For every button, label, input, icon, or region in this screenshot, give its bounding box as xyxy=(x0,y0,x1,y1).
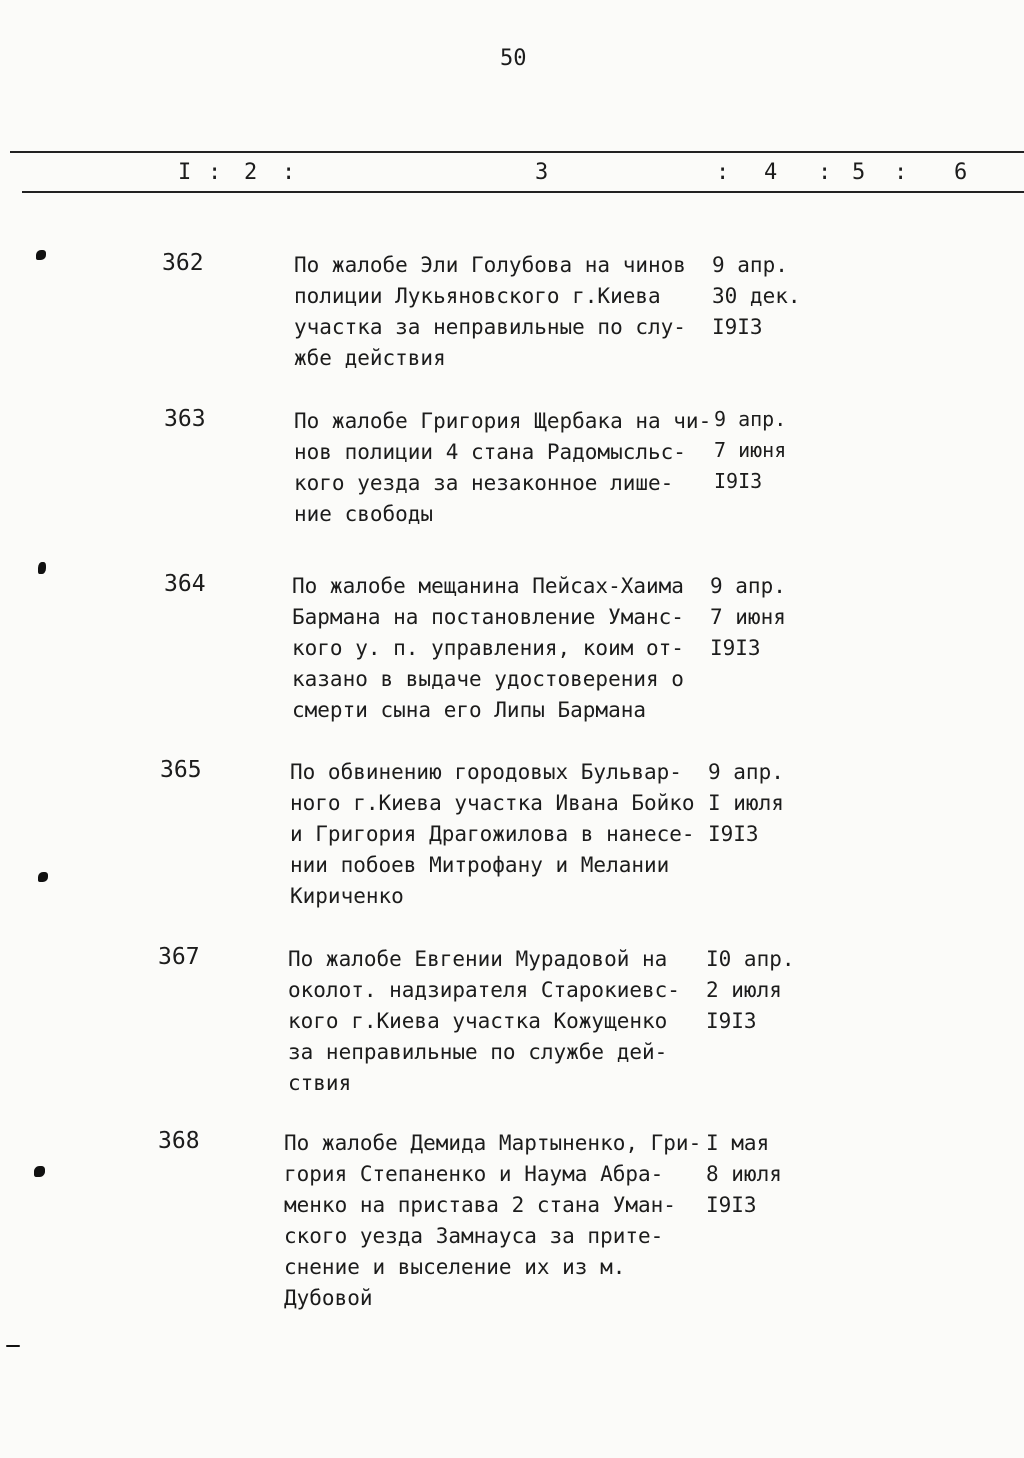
header-col-4: 4 xyxy=(764,160,778,185)
date-year: I9I3 xyxy=(708,822,759,846)
date-end: 8 июля xyxy=(706,1162,782,1186)
date-start: I0 апр. xyxy=(706,947,795,971)
binding-hole-mark xyxy=(36,250,46,260)
description-line: По жалобе Демида Мартыненко, Гри- xyxy=(284,1131,702,1155)
description-line: снение и выселение их из м. xyxy=(284,1255,626,1279)
date-year: I9I3 xyxy=(712,315,763,339)
entry-number: 365 xyxy=(160,757,202,783)
entry-dates xyxy=(708,757,784,850)
header-col-6: 6 xyxy=(954,160,968,185)
description-line: участка за неправильные по слу- xyxy=(294,315,686,339)
margin-stroke-mark xyxy=(6,1345,20,1347)
description-line: полиции Лукьяновского г.Киева xyxy=(294,284,661,308)
entry-number: 363 xyxy=(164,406,206,432)
entry-dates xyxy=(712,250,801,343)
description-line: кого уезда за незаконное лише- xyxy=(294,471,674,495)
entry-description xyxy=(288,944,680,1099)
entry-number: 367 xyxy=(158,944,200,970)
header-separator-4: : xyxy=(818,160,832,185)
header-separator-5: : xyxy=(894,160,908,185)
description-line: нии побоев Митрофану и Мелании xyxy=(290,853,670,877)
description-line: околот. надзирателя Старокиевс- xyxy=(288,978,680,1002)
description-line: По жалобе Эли Голубова на чинов xyxy=(294,253,686,277)
header-col-2: 2 xyxy=(244,160,258,185)
entry-description xyxy=(294,250,686,374)
date-start: I мая xyxy=(706,1131,770,1155)
date-end: 30 дек. xyxy=(712,284,801,308)
date-start: 9 апр. xyxy=(712,253,788,277)
table-top-rule xyxy=(10,151,1024,153)
entry-dates xyxy=(714,404,786,497)
header-col-1: I xyxy=(178,160,192,185)
description-line: По жалобе Григория Щербака на чи- xyxy=(294,409,712,433)
header-col-3: 3 xyxy=(535,160,549,185)
description-line: кого г.Киева участка Кожущенко xyxy=(288,1009,668,1033)
date-end: 2 июля xyxy=(706,978,782,1002)
date-start: 9 апр. xyxy=(714,407,787,431)
entry-dates xyxy=(710,571,786,664)
header-separator-1: : xyxy=(208,160,222,185)
date-end: 7 июня xyxy=(710,605,786,629)
header-separator-3: : xyxy=(716,160,730,185)
description-line: казано в выдаче удостоверения о xyxy=(292,667,684,691)
date-year: I9I3 xyxy=(714,469,763,493)
binding-hole-mark xyxy=(38,872,48,882)
description-line: По обвинению городовых Бульвар- xyxy=(290,760,682,784)
description-line: Бармана на постановление Уманс- xyxy=(292,605,684,629)
description-line: гория Степаненко и Наума Абра- xyxy=(284,1162,664,1186)
page-number: 50 xyxy=(500,46,527,71)
entry-number: 364 xyxy=(164,571,206,597)
date-year: I9I3 xyxy=(710,636,761,660)
entry-description xyxy=(284,1128,701,1314)
header-separator-2: : xyxy=(282,160,296,185)
date-year: I9I3 xyxy=(706,1193,757,1217)
description-line: Кириченко xyxy=(290,884,404,908)
description-line: По жалобе Евгении Мурадовой на xyxy=(288,947,668,971)
date-end: 7 июня xyxy=(714,438,787,462)
entry-description xyxy=(290,757,695,912)
description-line: кого у. п. управления, коим от- xyxy=(292,636,684,660)
binding-hole-mark xyxy=(38,562,46,574)
binding-hole-mark xyxy=(34,1166,45,1177)
description-line: ние свободы xyxy=(294,502,434,526)
description-line: нов полиции 4 стана Радомысльс- xyxy=(294,440,686,464)
table-header-rule xyxy=(22,191,1024,193)
entry-dates xyxy=(706,944,795,1037)
description-line: ского уезда Замнауса за прите- xyxy=(284,1224,664,1248)
description-line: По жалобе мещанина Пейсах-Хаима xyxy=(292,574,684,598)
description-line: смерти сына его Липы Бармана xyxy=(292,698,647,722)
date-start: 9 апр. xyxy=(710,574,786,598)
date-end: I июля xyxy=(708,791,784,815)
description-line: менко на пристава 2 стана Уман- xyxy=(284,1193,676,1217)
entry-description xyxy=(294,406,711,530)
date-start: 9 апр. xyxy=(708,760,784,784)
header-col-5: 5 xyxy=(852,160,866,185)
entry-description xyxy=(292,571,684,726)
entry-number: 362 xyxy=(162,250,204,276)
date-year: I9I3 xyxy=(706,1009,757,1033)
description-line: за неправильные по службе дей- xyxy=(288,1040,668,1064)
description-line: Дубовой xyxy=(284,1286,373,1310)
entry-number: 368 xyxy=(158,1128,200,1154)
description-line: ного г.Киева участка Ивана Бойко xyxy=(290,791,695,815)
description-line: ствия xyxy=(288,1071,352,1095)
description-line: жбе действия xyxy=(294,346,446,370)
entry-dates xyxy=(706,1128,782,1221)
description-line: и Григория Драгожилова в нанесе- xyxy=(290,822,695,846)
